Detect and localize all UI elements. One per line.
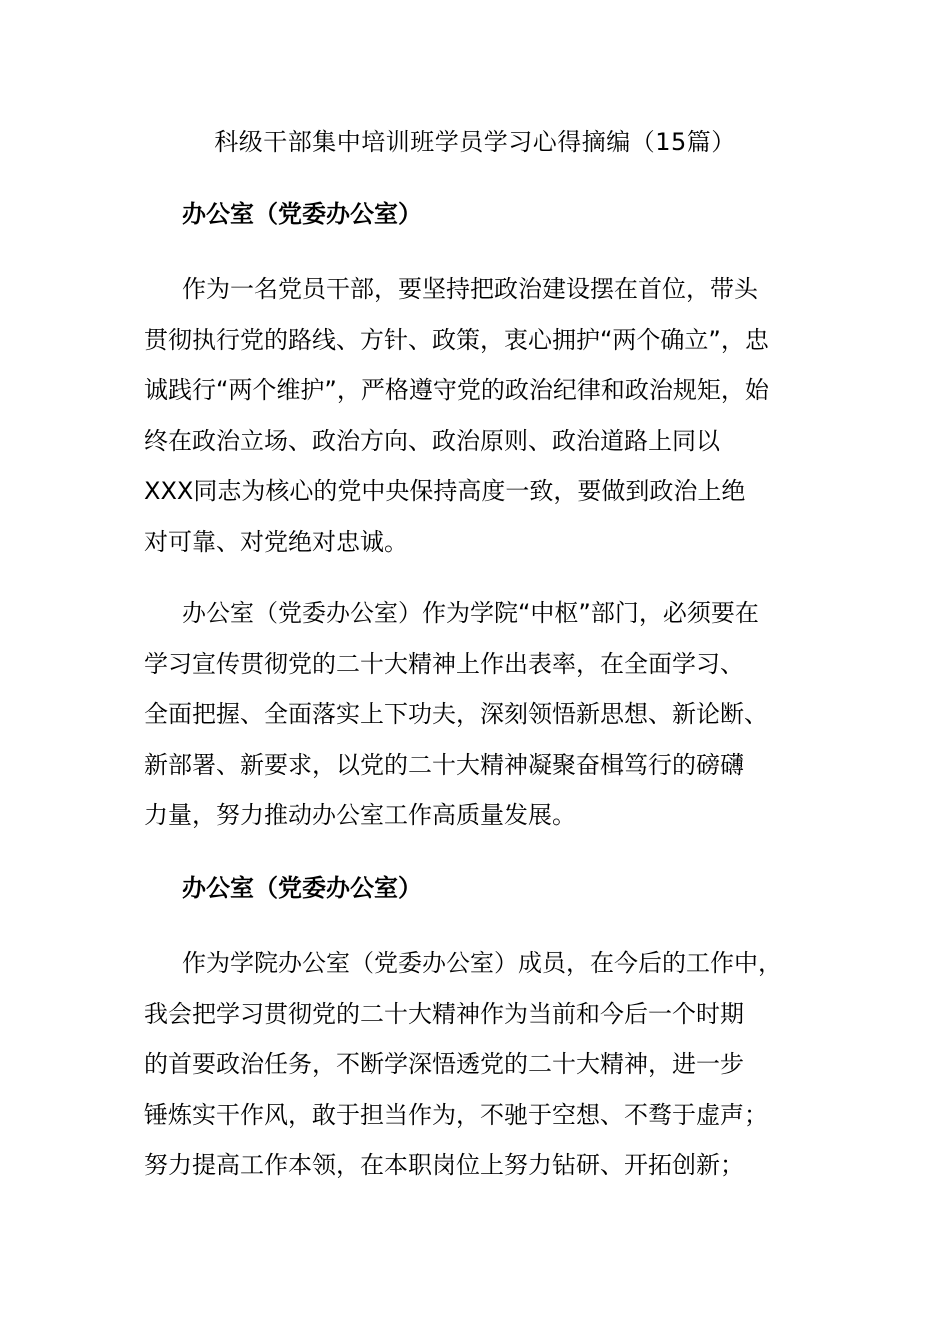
paragraph-line: 终在政治立场、政治方向、政治原则、政治道路上同以 [144, 426, 720, 455]
paragraph-line: 作为学院办公室（党委办公室）成员，在今后的工作中， [182, 949, 782, 977]
section-heading: 办公室（党委办公室） [182, 200, 422, 228]
paragraph-line: 锤炼实干作风，敢于担当作为，不驰于空想、不骛于虚声； [144, 1100, 768, 1129]
paragraph-line: 贯彻执行党的路线、方针、政策，衷心拥护“两个确立”，忠 [144, 325, 769, 354]
paragraph-line: 作为一名党员干部，要坚持把政治建设摆在首位，带头 [182, 275, 758, 303]
paragraph-line: 诚践行“两个维护”，严格遵守党的政治纪律和政治规矩，始 [144, 376, 769, 404]
paragraph-line: 全面把握、全面落实上下功夫，深刻领悟新思想、新论断、 [144, 700, 768, 728]
paragraph-line: 对可靠、对党绝对忠诚。 [144, 527, 408, 556]
paragraph-line: 力量，努力推动办公室工作高质量发展。 [144, 801, 576, 829]
paragraph-line: 我会把学习贯彻党的二十大精神作为当前和今后一个时期 [144, 999, 744, 1028]
paragraph [144, 264, 824, 567]
paragraph-line: 学习宣传贯彻党的二十大精神上作出表率，在全面学习、 [144, 649, 744, 678]
paragraph-line: 办公室（党委办公室）作为学院“中枢”部门，必须要在 [182, 599, 759, 627]
paragraph-line: XXX同志为核心的党中央保持高度一致，要做到政治上绝 [144, 477, 746, 505]
paragraph-line: 的首要政治任务，不断学深悟透党的二十大精神，进一步 [144, 1050, 744, 1078]
paragraph [144, 588, 824, 841]
document-title: 科级干部集中培训班学员学习心得摘编（15篇） [214, 128, 736, 156]
section-heading: 办公室（党委办公室） [182, 874, 422, 902]
paragraph [144, 938, 824, 1191]
paragraph-line: 新部署、新要求，以党的二十大精神凝聚奋楫笃行的磅礴 [144, 750, 744, 779]
paragraph-line: 努力提高工作本领，在本职岗位上努力钻研、开拓创新； [144, 1151, 744, 1179]
